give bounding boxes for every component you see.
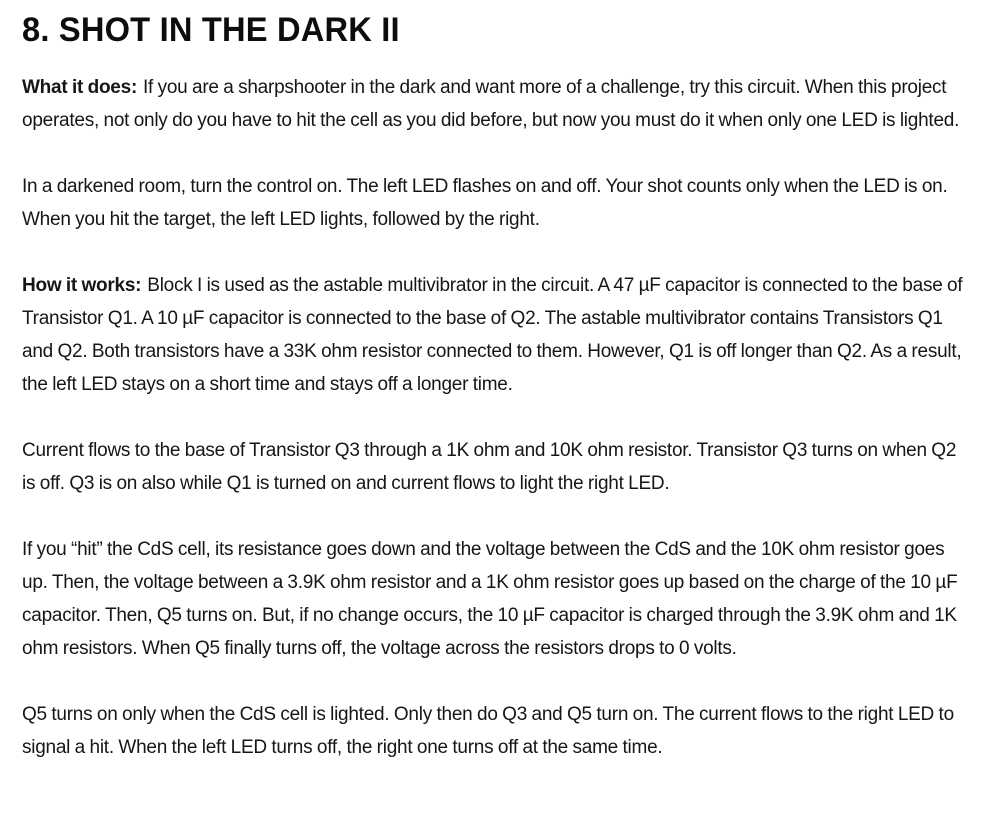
paragraph-what-it-does (22, 71, 964, 137)
paragraph-text: Block I is used as the astable multivibrator in the circuit. A 47 µF capacitor is connected to the base of Transistor Q1. A 10 µF capacitor is connected to the base of Q2. The astable multivibrator contains Transistors Q1 and Q2. Both transistors have a 33K ohm resistor connected to them. However, Q1 is off longer than Q2. As a result, the left LED stays on a short time and stays off a longer time. (22, 275, 963, 395)
paragraph-text: If you “hit” the CdS cell, its resistance goes down and the voltage between the CdS and the 10K ohm resistor goes up. Then, the voltage between a 3.9K ohm resistor and a 1K ohm resistor goes up based on the charge of the 10 µF capacitor. Then, Q5 turns on. But, if no change occurs, the 10 µF capacitor is charged through the 3.9K ohm and 1K ohm resistors. When Q5 finally turns off, the voltage across the resistors drops to 0 volts. (22, 539, 958, 659)
paragraph-darkened-room (22, 170, 964, 236)
paragraph-text: In a darkened room, turn the control on. The left LED flashes on and off. Your shot counts only when the LED is on. When you hit the target, the left LED lights, followed by the right. (22, 176, 948, 230)
paragraph-hit-cds (22, 533, 964, 665)
paragraph-how-it-works (22, 269, 964, 401)
paragraph-text: If you are a sharpshooter in the dark and want more of a challenge, try this circuit. When this project operates, not only do you have to hit the cell as you did before, but now you must do it when only one LED is lighted. (22, 77, 960, 131)
paragraph-text: Current flows to the base of Transistor Q3 through a 1K ohm and 10K ohm resistor. Transistor Q3 turns on when Q2 is off. Q3 is on also while Q1 is turned on and current flows to light the right LED. (22, 440, 957, 494)
paragraph-label: What it does: (22, 77, 138, 98)
section-title: 8. SHOT IN THE DARK II (22, 11, 400, 49)
paragraph-label: How it works: (22, 275, 142, 296)
paragraph-current-flows (22, 434, 964, 500)
paragraph-text: Q5 turns on only when the CdS cell is lighted. Only then do Q3 and Q5 turn on. The current flows to the right LED to signal a hit. When the left LED turns off, the right one turns off at the same time. (22, 704, 954, 758)
document-page (22, 8, 964, 764)
paragraph-q5-turns-on (22, 698, 964, 764)
